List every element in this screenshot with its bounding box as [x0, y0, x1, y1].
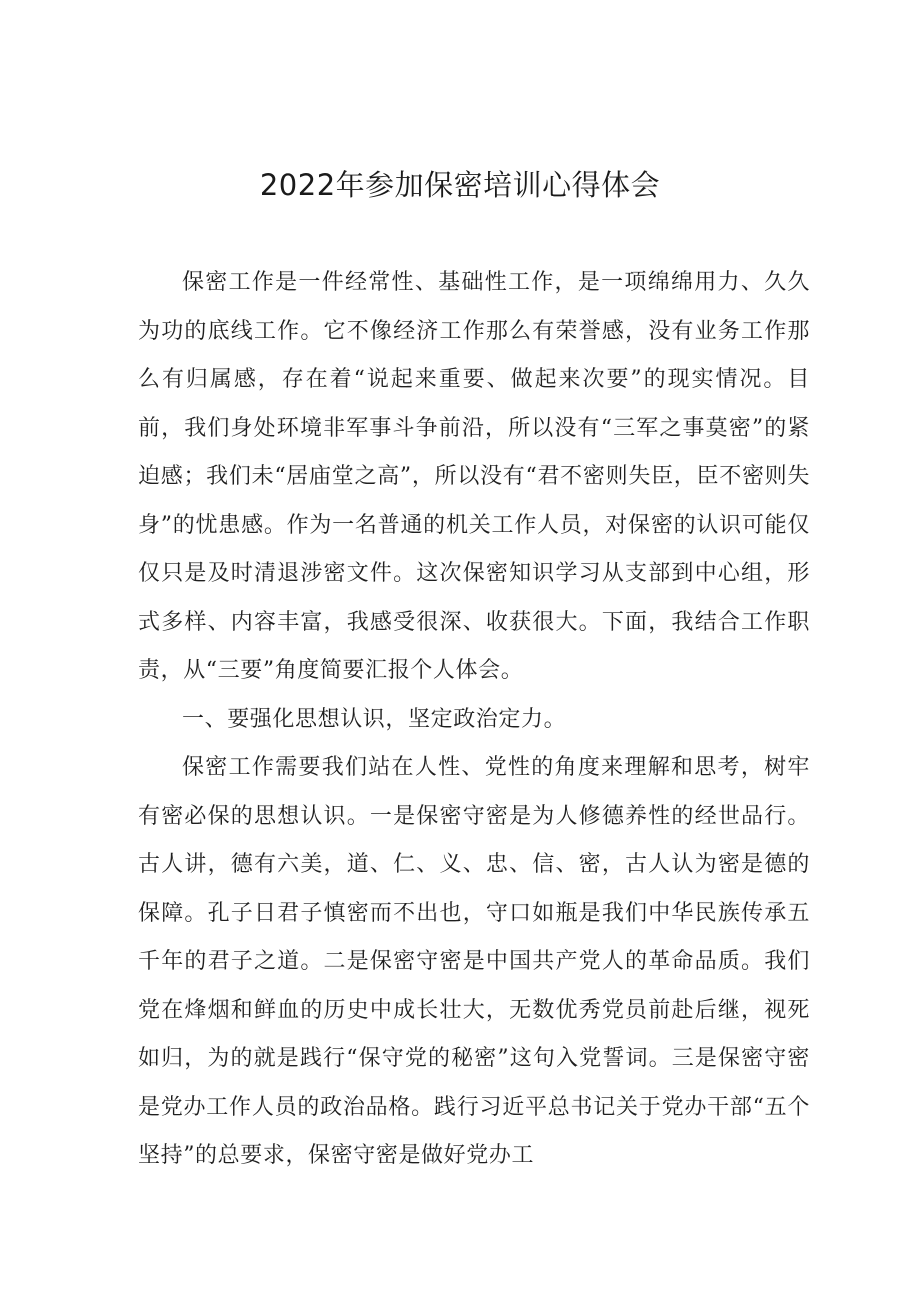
paragraph-section-1: 保密工作需要我们站在人性、党性的角度来理解和思考，树牢有密必保的思想认识。一是保密守密是为人修德养性的经世品行。古人讲，德有六美，道、仁、义、忠、信、密，古人认为密是德的保障。孔子日君子慎密而不出也，守口如瓶是我们中华民族传承五千年的君子之道。二是保密守密是中国共产党人的革命品质。我们党在烽烟和鲜血的历史中成长壮大，无数优秀党员前赴后继，视死如归，为的就是践行“保守党的秘密”这句入党誓词。三是保密守密是党办工作人员的政治品格。践行习近平总书记关于党办干部“五个坚持”的总要求，保密守密是做好党办工 — [138, 755, 810, 1168]
document-title: 2022年参加保密培训心得体会 — [259, 168, 661, 202]
document-body — [138, 259, 810, 1181]
paragraph-intro: 保密工作是一件经常性、基础性工作，是一项绵绵用力、久久为功的底线工作。它不像经济工作那么有荣誉感，没有业务工作那么有归属感，存在着“说起来重要、做起来次要”的现实情况。目前，我们身处环境非军事斗争前沿，所以没有“三军之事莫密”的紧迫感；我们未“居庙堂之高”，所以没有“君不密则失臣，臣不密则失身”的忧患感。作为一名普通的机关工作人员，对保密的认识可能仅仅只是及时清退涉密文件。这次保密知识学习从支部到中心组，形式多样、内容丰富，我感受很深、收获很大。下面，我结合工作职责，从“三要”角度简要汇报个人体会。 — [138, 270, 810, 683]
section-heading-1: 一、要强化思想认识，坚定政治定力。 — [182, 706, 567, 732]
